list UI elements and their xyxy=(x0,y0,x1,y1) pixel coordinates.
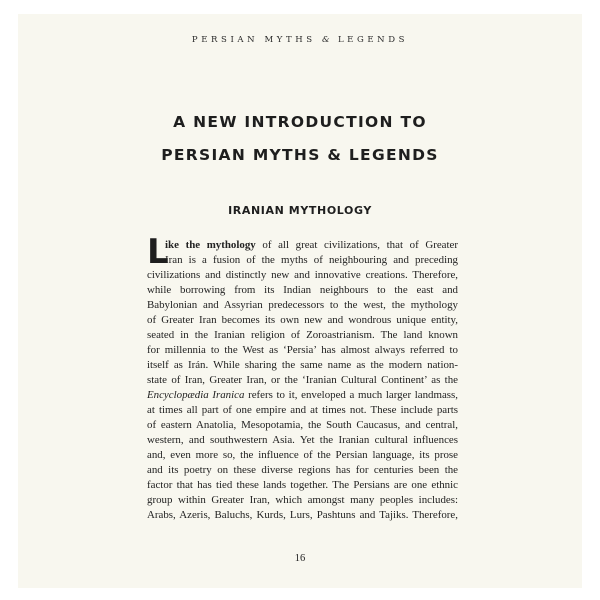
body-line: for millennia to the West as ‘Persia’ has almost always referred to xyxy=(147,344,458,356)
page-number: 16 xyxy=(294,553,306,564)
italic-title: Encyclopædia Iranica xyxy=(147,389,245,401)
body-line: Iran is a fusion of the myths of neighbouring and preceding xyxy=(165,254,458,266)
body-line: group within Greater Iran, which amongst many peoples includes: xyxy=(147,494,458,506)
running-head xyxy=(18,35,582,45)
section-heading: IRANIAN MYTHOLOGY xyxy=(228,204,372,217)
body-line: and, even more so, the influence of the Persian language, its prose xyxy=(147,449,458,461)
body-line: seated in the Iranian religion of Zoroastrianism. The land known xyxy=(147,329,458,341)
body-line: civilizations and distinctly new and innovative creations. Therefore, xyxy=(147,269,458,281)
body-line: itself as Irán. While sharing the same name as the modern nation- xyxy=(147,359,458,371)
body-line: state of Iran, Greater Iran, or the ‘Iranian Cultural Continent’ as the xyxy=(147,374,458,386)
book-page xyxy=(18,14,582,588)
lead-in: ike the mythology xyxy=(165,239,256,251)
body-line-text: of all great civilizations, that of Greater xyxy=(255,239,458,251)
chapter-title-line-1: A NEW INTRODUCTION TO xyxy=(173,113,427,131)
chapter-title xyxy=(18,106,582,172)
body-line: factor that has tied these lands together. The Persians are one ethnic xyxy=(147,479,458,491)
running-head-right: LEGENDS xyxy=(337,35,409,45)
chapter-title-line-2: PERSIAN MYTHS & LEGENDS xyxy=(161,146,439,164)
body-line xyxy=(147,238,458,253)
body-line: Babylonian and Assyrian predecessors to the west, the mythology xyxy=(147,299,458,311)
body-line: Arabs, Azeris, Baluchs, Kurds, Lurs, Pashtuns and Tajiks. Therefore, xyxy=(147,509,458,521)
body-text xyxy=(147,232,458,523)
body-line: of eastern Anatolia, Mesopotamia, the South Caucasus, and central, xyxy=(147,419,458,431)
body-line: western, and southwestern Asia. Yet the Iranian cultural influences xyxy=(147,434,458,446)
body-line: at times all part of one empire and at times not. These include parts xyxy=(147,404,458,416)
drop-cap: L xyxy=(147,232,169,272)
running-head-ampersand: & xyxy=(322,35,332,45)
body-line: and its poetry on these diverse regions has for centuries been the xyxy=(147,464,458,476)
body-line: of Greater Iran becomes its own new and wondrous unique entity, xyxy=(147,314,458,326)
body-line: while borrowing from its Indian neighbours to the east and xyxy=(147,284,458,296)
running-head-left: PERSIAN MYTHS xyxy=(191,35,316,45)
body-line xyxy=(147,388,458,403)
body-line-text: refers to it, enveloped a much larger landmass, xyxy=(244,389,458,401)
